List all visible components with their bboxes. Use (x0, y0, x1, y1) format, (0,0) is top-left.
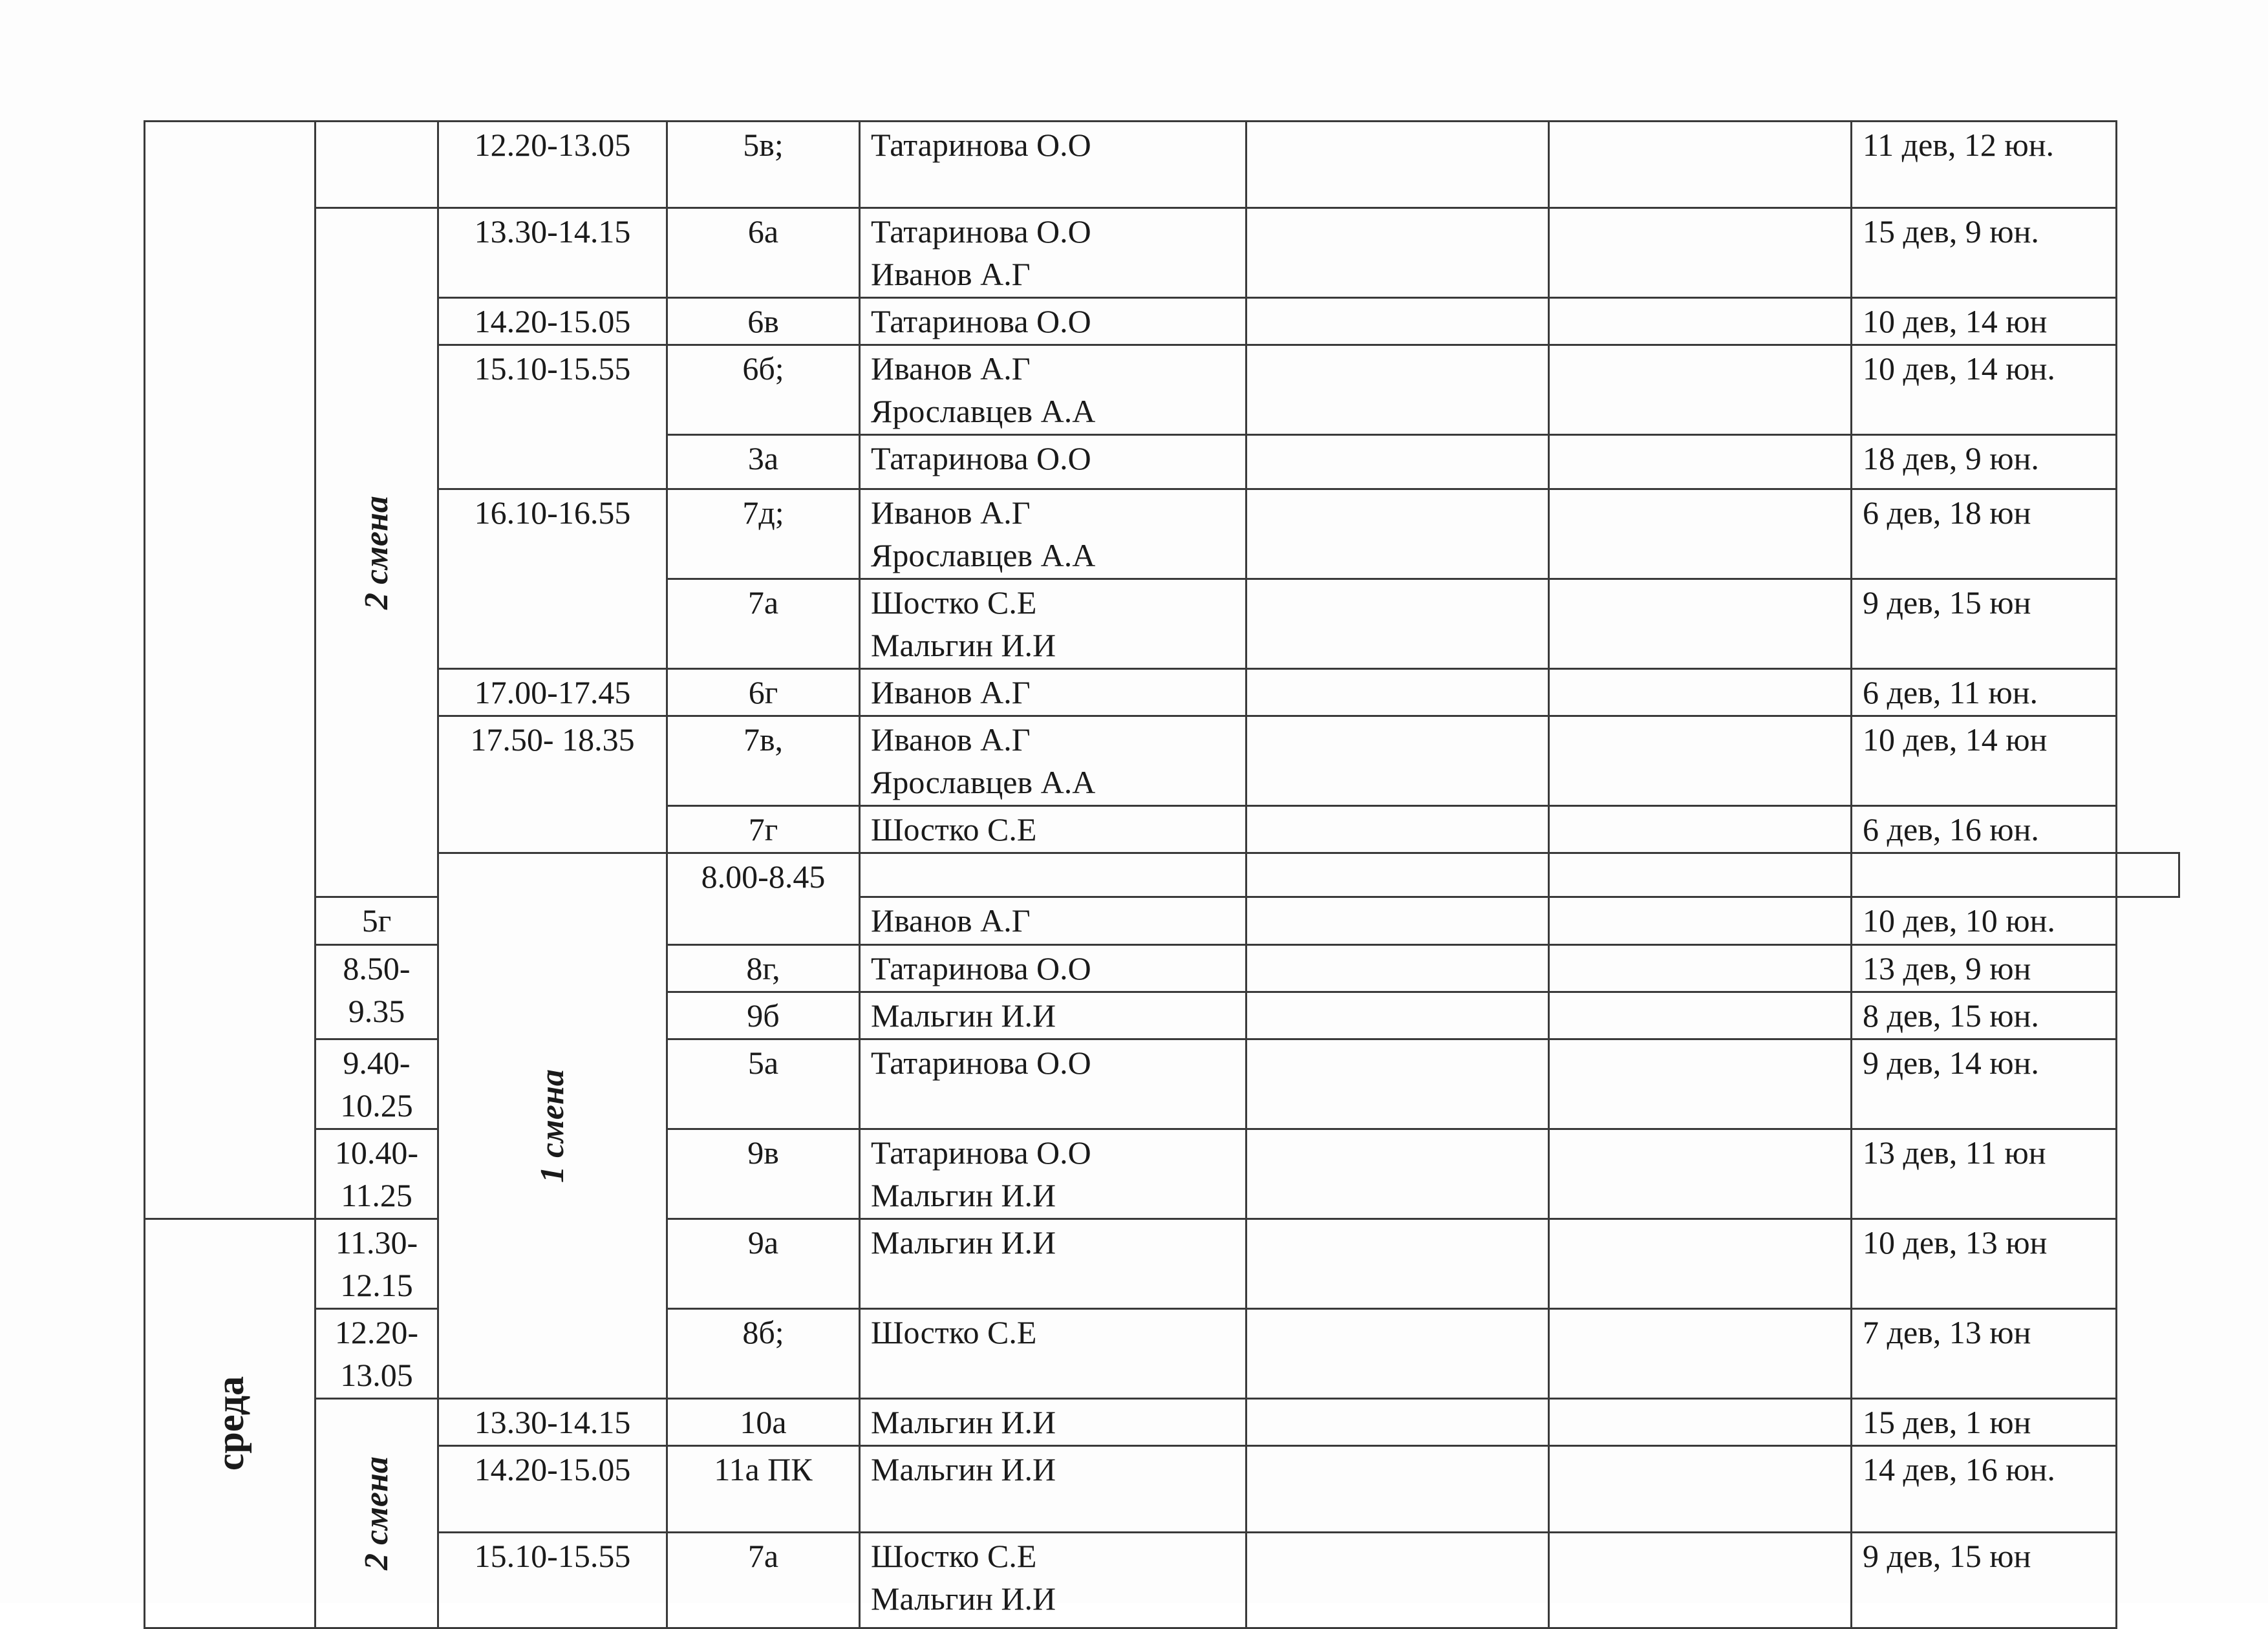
teacher-name: Татаринова О.О (871, 303, 1091, 339)
time-cell: 15.10-15.55 (438, 345, 667, 489)
class-cell: 8б; (667, 1309, 860, 1399)
shift-cell (316, 208, 438, 897)
count-cell: 10 дев, 10 юн. (1852, 897, 2117, 945)
time-cell: 8.50- 9.35 (316, 945, 438, 1039)
class-cell: 7г (667, 806, 860, 853)
empty-cell (1246, 1399, 1549, 1446)
count-cell: 13 дев, 11 юн (1852, 1129, 2117, 1219)
class-cell: 9б (667, 992, 860, 1039)
table-row (145, 1446, 2179, 1533)
time-cell: 10.40-11.25 (316, 1129, 438, 1219)
time-cell: 9.40-10.25 (316, 1039, 438, 1129)
teacher-cell (860, 122, 1246, 208)
teacher-name: Татаринова О.О (871, 213, 1091, 250)
class-cell: 3а (667, 435, 860, 489)
count-cell: 9 дев, 15 юн (1852, 1533, 2117, 1628)
class-cell (860, 853, 1246, 897)
teacher-cell (860, 1039, 1246, 1129)
empty-cell (1246, 716, 1549, 806)
teacher-cell (860, 489, 1246, 579)
class-cell: 7а (667, 579, 860, 669)
empty-cell (1246, 669, 1549, 716)
teacher-name: Мальгин И.И (871, 1224, 1056, 1261)
class-cell: 9а (667, 1219, 860, 1309)
count-cell: 15 дев, 1 юн (1852, 1399, 2117, 1446)
time-cell: 17.00-17.45 (438, 669, 667, 716)
empty-cell (1549, 716, 1852, 806)
teacher-name: Иванов А.Г (871, 256, 1031, 292)
count-cell: 15 дев, 9 юн. (1852, 208, 2117, 298)
table-row (145, 716, 2179, 806)
empty-cell (1549, 1219, 1852, 1309)
table-row (145, 489, 2179, 579)
teacher-name: Иванов А.Г (871, 674, 1031, 710)
teacher-name: Шостко С.Е (871, 1538, 1037, 1574)
class-cell: 7а (667, 1533, 860, 1628)
count-cell: 8 дев, 15 юн. (1852, 992, 2117, 1039)
teacher-cell (860, 716, 1246, 806)
time-cell: 13.30-14.15 (438, 208, 667, 298)
time-cell: 14.20-15.05 (438, 298, 667, 345)
count-cell: 10 дев, 13 юн (1852, 1219, 2117, 1309)
teacher-cell (860, 669, 1246, 716)
empty-cell (1246, 489, 1549, 579)
count-cell: 9 дев, 15 юн (1852, 579, 2117, 669)
empty-cell (1549, 122, 1852, 208)
class-cell: 5а (667, 1039, 860, 1129)
teacher-name: Иванов А.Г (871, 902, 1031, 939)
time-cell: 13.30-14.15 (438, 1399, 667, 1446)
teacher-name: Иванов А.Г (871, 495, 1031, 531)
class-cell: 7в, (667, 716, 860, 806)
teacher-name: Мальгин И.И (871, 1581, 1056, 1617)
shift-cell (316, 1399, 438, 1628)
shift-cell (438, 853, 667, 1399)
teacher-name: Шостко С.Е (871, 1314, 1037, 1350)
table-row (145, 853, 2179, 897)
class-cell: 5г (316, 897, 438, 945)
empty-cell (1549, 853, 1852, 897)
empty-cell (1246, 345, 1549, 435)
teacher-name: Татаринова О.О (871, 440, 1091, 476)
empty-cell (1549, 435, 1852, 489)
class-cell: 9в (667, 1129, 860, 1219)
teacher-cell (860, 1129, 1246, 1219)
class-cell: 6в (667, 298, 860, 345)
day-label: среда (208, 1376, 251, 1471)
teacher-name: Мальгин И.И (871, 627, 1056, 663)
shift-label: 2 смена (358, 1456, 395, 1570)
empty-cell (1549, 1399, 1852, 1446)
teacher-name: Мальгин И.И (871, 1177, 1056, 1213)
table-row (145, 669, 2179, 716)
shift-label: 2 смена (358, 495, 395, 610)
count-cell: 14 дев, 16 юн. (1852, 1446, 2117, 1533)
teacher-name: Ярославцев А.А (871, 393, 1096, 429)
teacher-cell (860, 992, 1246, 1039)
empty-cell (1549, 897, 1852, 945)
count-cell: 13 дев, 9 юн (1852, 945, 2117, 992)
teacher-cell (1246, 853, 1549, 897)
count-cell: 6 дев, 16 юн. (1852, 806, 2117, 853)
teacher-cell (860, 1309, 1246, 1399)
empty-cell (1246, 1446, 1549, 1533)
empty-cell (1549, 489, 1852, 579)
empty-cell (1246, 298, 1549, 345)
shift-label: 1 смена (533, 1069, 571, 1183)
teacher-cell (860, 945, 1246, 992)
count-cell: 6 дев, 18 юн (1852, 489, 2117, 579)
teacher-name: Ярославцев А.А (871, 764, 1096, 800)
count-cell: 10 дев, 14 юн. (1852, 345, 2117, 435)
class-cell: 6а (667, 208, 860, 298)
teacher-cell (860, 897, 1246, 945)
count-cell: 6 дев, 11 юн. (1852, 669, 2117, 716)
time-cell: 14.20-15.05 (438, 1446, 667, 1533)
class-cell: 10а (667, 1399, 860, 1446)
class-cell: 6б; (667, 345, 860, 435)
table-row (145, 1399, 2179, 1446)
shift-cell-continued (316, 122, 438, 208)
empty-cell (1246, 806, 1549, 853)
teacher-name: Татаринова О.О (871, 1045, 1091, 1081)
empty-cell (1549, 945, 1852, 992)
empty-cell (1549, 992, 1852, 1039)
empty-cell (1549, 806, 1852, 853)
empty-cell (1246, 435, 1549, 489)
teacher-name: Шостко С.Е (871, 584, 1037, 621)
empty-cell (1246, 1309, 1549, 1399)
empty-cell (1246, 1533, 1549, 1628)
teacher-cell (860, 579, 1246, 669)
teacher-name: Татаринова О.О (871, 127, 1091, 163)
table-row (145, 1533, 2179, 1628)
count-cell: 18 дев, 9 юн. (1852, 435, 2117, 489)
empty-cell (1549, 579, 1852, 669)
empty-cell (1549, 345, 1852, 435)
empty-cell (1246, 897, 1549, 945)
teacher-name: Татаринова О.О (871, 950, 1091, 986)
class-cell: 8г, (667, 945, 860, 992)
empty-cell (1549, 1533, 1852, 1628)
teacher-name: Мальгин И.И (871, 1451, 1056, 1487)
empty-cell (1246, 1039, 1549, 1129)
teacher-name: Мальгин И.И (871, 1404, 1056, 1440)
day-cell (145, 1219, 316, 1628)
empty-cell (1246, 579, 1549, 669)
teacher-cell (860, 1219, 1246, 1309)
teacher-name: Иванов А.Г (871, 350, 1031, 387)
empty-cell (1852, 853, 2117, 897)
teacher-cell (860, 806, 1246, 853)
class-cell: 6г (667, 669, 860, 716)
teacher-cell (860, 208, 1246, 298)
table-row (145, 298, 2179, 345)
schedule-table (144, 120, 2180, 1629)
empty-cell (1549, 669, 1852, 716)
time-cell: 8.00-8.45 (667, 853, 860, 945)
time-cell: 11.30-12.15 (316, 1219, 438, 1309)
empty-cell (1246, 992, 1549, 1039)
count-cell: 9 дев, 14 юн. (1852, 1039, 2117, 1129)
count-cell: 10 дев, 14 юн (1852, 298, 2117, 345)
day-cell-top (145, 122, 316, 1219)
time-cell: 12.20-13.05 (316, 1309, 438, 1399)
class-cell: 5в; (667, 122, 860, 208)
empty-cell (1246, 208, 1549, 298)
empty-cell (1549, 1129, 1852, 1219)
empty-cell (1549, 1039, 1852, 1129)
time-cell: 12.20-13.05 (438, 122, 667, 208)
empty-cell (1549, 1309, 1852, 1399)
teacher-name: Татаринова О.О (871, 1134, 1091, 1171)
time-cell: 16.10-16.55 (438, 489, 667, 669)
class-cell: 11а ПК (667, 1446, 860, 1533)
teacher-cell (860, 435, 1246, 489)
empty-cell (1246, 1219, 1549, 1309)
time-cell: 15.10-15.55 (438, 1533, 667, 1628)
teacher-cell (860, 298, 1246, 345)
teacher-name: Ярославцев А.А (871, 537, 1096, 573)
class-cell: 7д; (667, 489, 860, 579)
teacher-name: Иванов А.Г (871, 721, 1031, 758)
table-row (145, 122, 2179, 208)
teacher-cell (860, 1399, 1246, 1446)
count-cell: 7 дев, 13 юн (1852, 1309, 2117, 1399)
table-row (145, 345, 2179, 435)
table-row (145, 208, 2179, 298)
teacher-name: Мальгин И.И (871, 997, 1056, 1034)
empty-cell (1246, 122, 1549, 208)
empty-cell (1549, 298, 1852, 345)
count-cell: 10 дев, 14 юн (1852, 716, 2117, 806)
teacher-cell (860, 1446, 1246, 1533)
count-cell: 11 дев, 12 юн. (1852, 122, 2117, 208)
time-cell: 17.50- 18.35 (438, 716, 667, 853)
count-cell (2117, 853, 2179, 897)
empty-cell (1246, 945, 1549, 992)
empty-cell (1246, 1129, 1549, 1219)
teacher-name: Шостко С.Е (871, 811, 1037, 847)
empty-cell (1549, 208, 1852, 298)
empty-cell (1549, 1446, 1852, 1533)
teacher-cell (860, 345, 1246, 435)
teacher-cell (860, 1533, 1246, 1628)
